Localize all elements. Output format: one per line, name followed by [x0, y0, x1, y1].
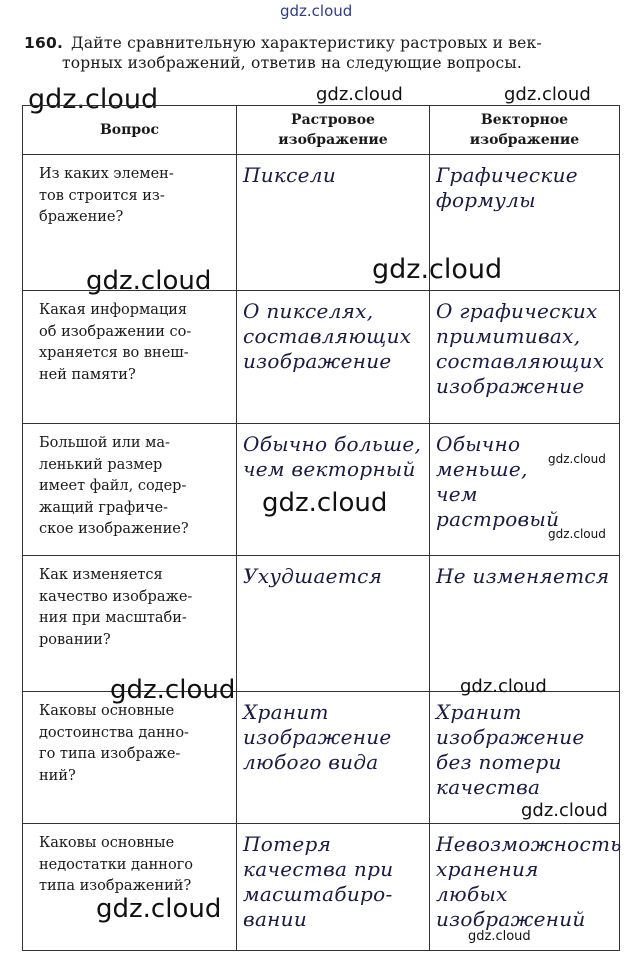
question-cell: Каковы основные недостатки данного типа изображений?: [23, 824, 237, 951]
watermark: gdz.cloud: [280, 2, 353, 20]
question-cell: Из каких элемен- тов строится из- бражение?: [23, 155, 237, 291]
watermark: gdz.cloud: [372, 254, 503, 285]
vector-answer-cell: Графические формулы: [430, 155, 620, 291]
task-number: 160.: [24, 34, 64, 52]
task-text: [24, 33, 624, 73]
watermark: gdz.cloud: [262, 488, 388, 518]
header-raster: [237, 106, 430, 155]
vector-answer-cell: Обычно меньше, чем растровый: [430, 424, 620, 556]
comparison-table: [22, 105, 620, 951]
watermark: gdz.cloud: [110, 675, 236, 705]
table-row: [23, 556, 620, 692]
question-cell: Большой или ма- ленький размер имеет файл, содер- жащий графиче- ское изображение?: [23, 424, 237, 556]
watermark: gdz.cloud: [548, 527, 606, 541]
watermark: gdz.cloud: [504, 84, 591, 105]
watermark: gdz.cloud: [548, 452, 606, 466]
table-header-row: [23, 106, 620, 155]
vector-answer-cell: Невозможность хранения любых изображений: [430, 824, 620, 951]
header-question: Вопрос: [23, 106, 237, 155]
header-vector-label: Векторное изображение: [469, 112, 580, 148]
watermark: gdz.cloud: [86, 266, 212, 296]
question-cell: Какая информация об изображении со- храняется во внеш- ней памяти?: [23, 291, 237, 424]
watermark: gdz.cloud: [521, 800, 608, 821]
vector-answer-cell: О графических примитивах, составляющих изображение: [430, 291, 620, 424]
raster-answer-cell: Хранит изображение любого вида: [237, 692, 430, 824]
raster-answer-cell: О пикселях, составляющих изображение: [237, 291, 430, 424]
vector-answer-cell: Не изменяется: [430, 556, 620, 692]
raster-answer-cell: Ухудшается: [237, 556, 430, 692]
header-vector: [430, 106, 620, 155]
question-cell: Как изменяется качество изображе- ния при масштаби- ровании?: [23, 556, 237, 692]
watermark: gdz.cloud: [460, 676, 547, 697]
watermark: gdz.cloud: [96, 894, 222, 924]
table-row: [23, 291, 620, 424]
watermark: gdz.cloud: [468, 929, 531, 944]
watermark: gdz.cloud: [316, 84, 403, 105]
watermark: gdz.cloud: [28, 84, 159, 115]
question-cell: Каковы основные достоинства данно- го типа изображе- ний?: [23, 692, 237, 824]
raster-answer-cell: Потеря качества при масштабиро- вании: [237, 824, 430, 951]
vector-answer-cell: Хранит изображение без потери качества: [430, 692, 620, 824]
task-line-2: торных изображений, ответив на следующие вопросы.: [62, 54, 523, 72]
raster-answer-cell: Пиксели: [237, 155, 430, 291]
header-raster-label: Растровое изображение: [278, 112, 388, 148]
task-line-1: Дайте сравнительную характеристику растровых и век-: [71, 34, 542, 52]
raster-answer-cell: Обычно больше, чем векторный: [237, 424, 430, 556]
